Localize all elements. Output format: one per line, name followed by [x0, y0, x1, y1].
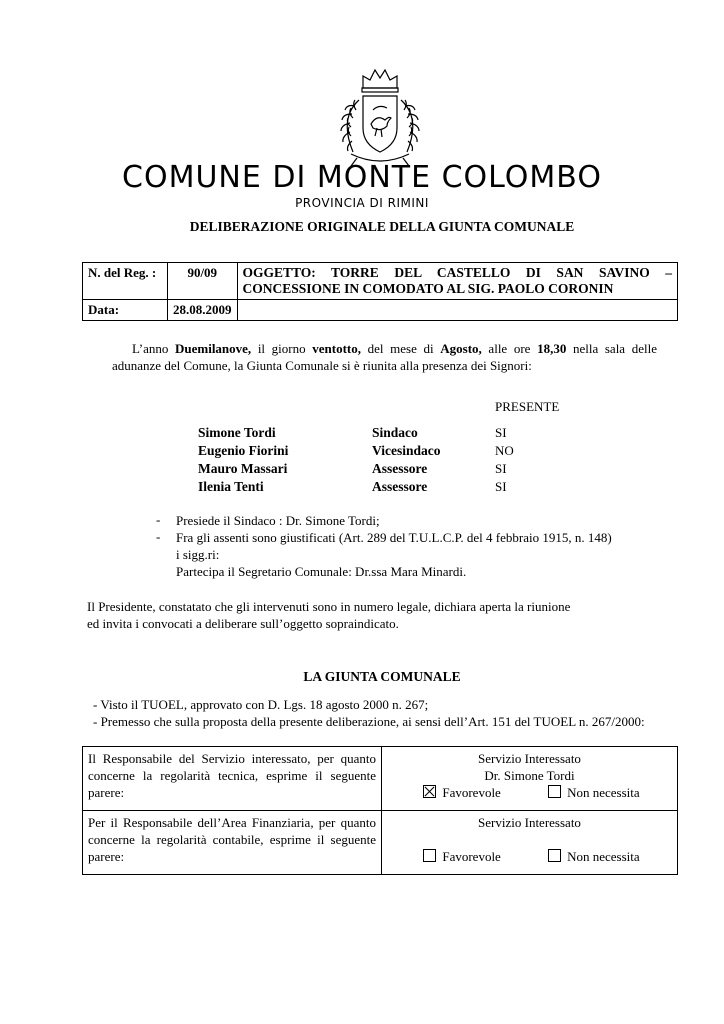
member-name: Eugenio Fiorini — [198, 443, 289, 458]
opinion-text: Per il Responsabile dell’Area Finanziaria, per quanto concerne la regolarità contabile, esprime il seguente parere: — [83, 811, 382, 875]
present-header: PRESENTE — [495, 399, 560, 414]
checkbox-icon[interactable] — [548, 785, 561, 798]
town-name: COMUNE DI MONTE COLOMBO — [122, 160, 602, 195]
member-role: Assessore — [372, 479, 428, 494]
not-needed-option[interactable] — [548, 848, 640, 865]
checked-checkbox-icon[interactable] — [423, 785, 436, 798]
giunta-title: LA GIUNTA COMUNALE — [303, 669, 461, 684]
opinion-service: Servizio Interessato — [478, 815, 581, 830]
bullet-dash: - — [156, 529, 161, 544]
opinion-options — [387, 784, 672, 801]
member-role: Sindaco — [372, 425, 418, 440]
premesso-line: - Premesso che sulla proposta della presente deliberazione, ai sensi dell’Art. 151 del TUOEL n. 267/2000: — [93, 714, 645, 729]
intro-text: alle ore — [481, 341, 538, 356]
member-present: SI — [495, 461, 507, 476]
reg-number-label: N. del Reg. : — [83, 263, 168, 300]
subject-line-1: OGGETTO: TORRE DEL CASTELLO DI SAN SAVINO – — [242, 265, 672, 280]
favorable-option[interactable] — [423, 784, 500, 801]
intro-line-2: adunanze del Comune, la Giunta Comunale si è riunita alla presenza dei Signori: — [112, 358, 532, 373]
date-empty-cell — [237, 300, 678, 321]
absent-note: Fra gli assenti sono giustificati (Art. 289 del T.U.L.C.P. del 4 febbraio 1915, n. 148) — [176, 530, 612, 545]
registry-table — [82, 262, 678, 321]
favorable-label: Favorevole — [442, 849, 501, 864]
opinion-service: Servizio Interessato — [478, 751, 581, 766]
subject-cell — [237, 263, 678, 300]
intro-text: del mese di — [361, 341, 441, 356]
visto-line: - Visto il TUOEL, approvato con D. Lgs. 18 agosto 2000 n. 267; — [93, 697, 429, 712]
reg-number-value: 90/09 — [168, 263, 238, 300]
member-name: Ilenia Tenti — [198, 479, 264, 494]
not-needed-label: Non necessita — [567, 785, 640, 800]
opinion-cell — [382, 747, 678, 811]
province-name: PROVINCIA DI RIMINI — [295, 196, 429, 210]
member-present: SI — [495, 425, 507, 440]
opinion-person: Dr. Simone Tordi — [484, 768, 575, 783]
intro-text: nella sala delle — [566, 341, 657, 356]
member-name: Simone Tordi — [198, 425, 276, 440]
president-line-1: Il Presidente, constatato che gli intervenuti sono in numero legale, dichiara aperta la riunione — [87, 599, 571, 614]
intro-month: Agosto, — [440, 341, 482, 356]
checkbox-icon[interactable] — [423, 849, 436, 862]
opinion-text: Il Responsabile del Servizio interessato, per quanto concerne la regolarità tecnica, esprime il seguente parere: — [83, 747, 382, 811]
favorable-option[interactable] — [423, 848, 500, 865]
intro-text: il giorno — [251, 341, 313, 356]
secretary-note: Partecipa il Segretario Comunale: Dr.ssa Mara Minardi. — [176, 564, 467, 579]
not-needed-label: Non necessita — [567, 849, 640, 864]
opinion-person — [387, 831, 672, 848]
president-line-2: ed invita i convocati a deliberare sull’oggetto sopraindicato. — [87, 616, 399, 631]
favorable-label: Favorevole — [442, 785, 501, 800]
opinion-options — [387, 848, 672, 865]
member-present: SI — [495, 479, 507, 494]
opinions-table — [82, 746, 678, 875]
intro-text: L’anno — [132, 341, 175, 356]
date-label: Data: — [83, 300, 168, 321]
checkbox-icon[interactable] — [548, 849, 561, 862]
opinion-cell — [382, 811, 678, 875]
member-role: Vicesindaco — [372, 443, 441, 458]
intro-line-1 — [112, 340, 657, 357]
date-value: 28.08.2009 — [168, 300, 238, 321]
intro-year: Duemilanove, — [174, 341, 252, 356]
coat-of-arms-icon — [325, 66, 435, 174]
member-role: Assessore — [372, 461, 428, 476]
intro-hour: 18,30 — [537, 341, 567, 356]
subject-line-2: CONCESSIONE IN COMODATO AL SIG. PAOLO CORONIN — [242, 281, 614, 296]
intro-day: ventotto, — [312, 341, 362, 356]
member-name: Mauro Massari — [198, 461, 288, 476]
absent-names: i sigg.ri: — [176, 547, 220, 562]
document-title: DELIBERAZIONE ORIGINALE DELLA GIUNTA COMUNALE — [189, 219, 575, 234]
president-statement — [87, 598, 570, 632]
not-needed-option[interactable] — [548, 784, 640, 801]
member-present: NO — [495, 443, 514, 458]
bullet-dash: - — [156, 512, 161, 527]
presides-note: Presiede il Sindaco : Dr. Simone Tordi; — [176, 513, 380, 528]
